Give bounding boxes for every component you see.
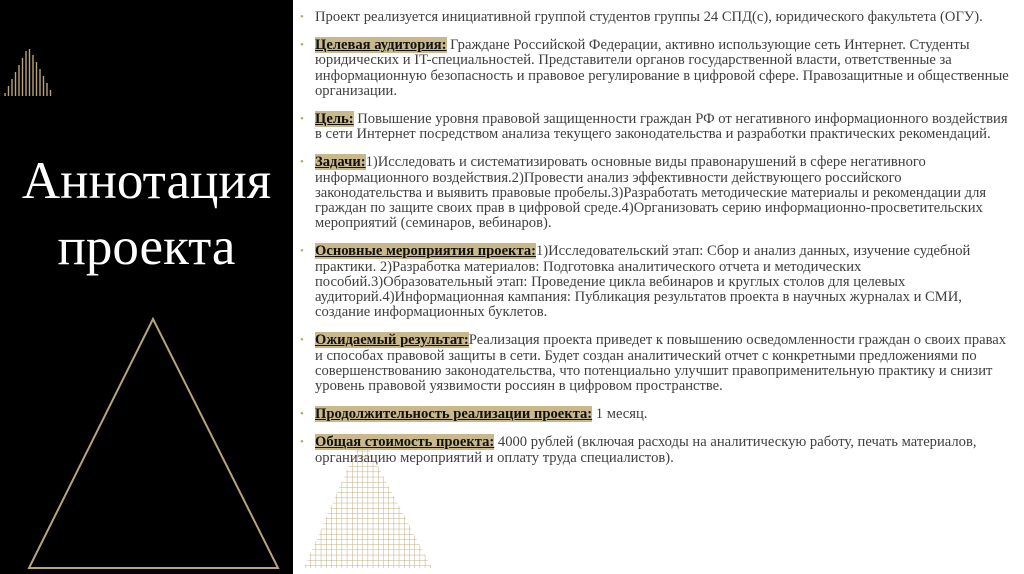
list-item-tasks — [297, 155, 1012, 231]
item-label: Целевая аудитория: — [315, 37, 447, 54]
bullet-icon: • — [300, 436, 304, 449]
item-label: Цель: — [315, 111, 354, 128]
bullet-icon: • — [300, 11, 304, 23]
bullet-icon: • — [300, 245, 304, 258]
title-panel — [0, 0, 293, 574]
item-text: 1)Исследовательский этап: Сбор и анализ данных, изучение судебной практики. 2)Разработка материалов: Подготовка аналитического отчета и методических пособий.3)Образовательный этап: Проведение цикла вебинаров и круглых столов для целевых аудиторий.4)Информационная кампания: Публикация результатов проекта в научных журналах и СМИ, создание информационных буклетов. — [315, 243, 971, 321]
bullet-icon: • — [300, 39, 304, 52]
outline-triangle-icon — [0, 0, 293, 574]
list-item-duration — [297, 407, 1012, 422]
title-line-1: Аннотация — [21, 152, 272, 210]
item-label: Общая стоимость проекта: — [315, 434, 495, 451]
item-label: Задачи: — [315, 154, 366, 171]
item-text: Повышение уровня правовой защищенности граждан РФ от негативного информационного воздействия в сети Интернет посредством анализа текущего законодательства и разработки практических рекомендаций. — [315, 111, 1008, 143]
list-item-project-group — [297, 10, 1012, 25]
title-line-2: проекта — [57, 218, 236, 276]
annotation-list — [297, 10, 1012, 476]
list-item-main-activities — [297, 244, 1012, 320]
list-item-target-audience — [297, 38, 1012, 99]
list-item-goal — [297, 112, 1012, 142]
list-item-expected-result — [297, 333, 1012, 394]
bullet-icon: • — [300, 408, 304, 421]
item-text: Реализация проекта приведет к повышению осведомленности граждан о своих правах и способах правовой защиты в сети. Будет создан аналитический отчет с конкретными предложениями по совершенствованию законодательства, что потенциально улучшит правоприменительную практику и снизит уровень правовой уязвимости россиян в цифровом пространстве. — [315, 332, 1007, 395]
item-text: 1 месяц. — [592, 406, 648, 423]
bullet-icon: • — [300, 156, 304, 169]
item-text: 4000 рублей (включая расходы на аналитическую работу, печать материалов, организацию мероприятий и оплату труда специалистов). — [315, 434, 977, 466]
item-label: Ожидаемый результат: — [315, 332, 469, 349]
list-item-total-cost — [297, 435, 1012, 465]
bullet-icon: • — [300, 334, 304, 347]
bullet-icon: • — [300, 113, 304, 126]
item-text: Проект реализуется инициативной группой студентов группы 24 СПД(с), юридического факультета (ОГУ). — [315, 9, 983, 25]
item-text: Граждане Российской Федерации, активно использующие сеть Интернет. Студенты юридических и IT-специальностей. Представители органов государственной власти, ответственные за информационную безопасность и правовое регулирование в цифровой сфере. Правозащитные и общественные организации. — [315, 37, 1009, 99]
item-text: 1)Исследовать и систематизировать основные виды правонарушений в сфере негативного информационного воздействия.2)Провести анализ эффективности действующего российского законодательства и выявить правовые пробелы.3)Разработать методические материалы и рекомендации для граждан по защите своих прав в цифровой среде.4)Организовать серию информационно-просветительских мероприятий (семинаров, вебинаров). — [315, 154, 987, 232]
item-label: Основные мероприятия проекта: — [315, 243, 536, 260]
item-label: Продолжительность реализации проекта: — [315, 406, 593, 423]
